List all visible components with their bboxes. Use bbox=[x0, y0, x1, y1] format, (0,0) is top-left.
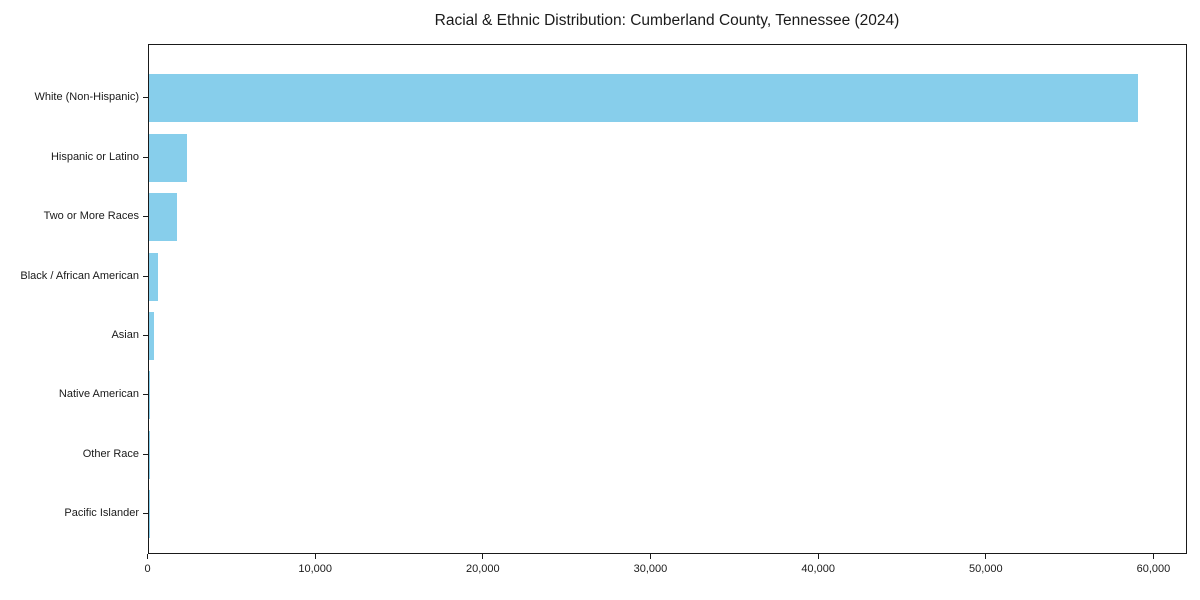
plot-area bbox=[148, 44, 1188, 554]
y-tick-mark bbox=[143, 276, 148, 277]
y-tick-mark bbox=[143, 335, 148, 336]
y-tick-mark bbox=[143, 216, 148, 217]
x-tick-label: 40,000 bbox=[801, 562, 835, 575]
y-tick-label: Asian bbox=[111, 328, 139, 341]
x-tick-label: 50,000 bbox=[968, 562, 1003, 575]
y-tick-label: Pacific Islander bbox=[64, 507, 139, 520]
y-tick-label: Two or More Races bbox=[43, 210, 139, 223]
x-tick-mark bbox=[482, 554, 483, 559]
bar bbox=[149, 312, 155, 360]
y-tick-mark bbox=[143, 513, 148, 514]
bar bbox=[149, 193, 178, 241]
y-tick-mark bbox=[143, 454, 148, 455]
x-tick-mark bbox=[818, 554, 819, 559]
x-tick-label: 10,000 bbox=[298, 562, 332, 575]
y-tick-mark bbox=[143, 157, 148, 158]
y-tick-mark bbox=[143, 394, 148, 395]
x-tick-mark bbox=[1153, 554, 1154, 559]
y-tick-label: Black / African American bbox=[20, 269, 139, 282]
x-tick-label: 20,000 bbox=[465, 562, 500, 575]
y-tick-label: Other Race bbox=[82, 447, 139, 460]
x-tick-mark bbox=[985, 554, 986, 559]
chart-title: Racial & Ethnic Distribution: Cumberland County, Tennessee (2024) bbox=[434, 12, 900, 29]
bar bbox=[149, 134, 188, 182]
y-tick-label: Native American bbox=[58, 388, 139, 401]
x-tick-mark bbox=[315, 554, 316, 559]
x-tick-mark bbox=[650, 554, 651, 559]
bar bbox=[149, 253, 159, 301]
x-tick-label: 30,000 bbox=[633, 562, 668, 575]
y-tick-mark bbox=[143, 97, 148, 98]
x-tick-mark bbox=[147, 554, 148, 559]
y-tick-label: Hispanic or Latino bbox=[50, 150, 139, 163]
x-tick-label: 0 bbox=[144, 562, 151, 575]
bar bbox=[149, 371, 150, 419]
y-tick-label: White (Non-Hispanic) bbox=[34, 91, 139, 104]
bar bbox=[149, 74, 1138, 122]
x-tick-label: 60,000 bbox=[1136, 562, 1171, 575]
